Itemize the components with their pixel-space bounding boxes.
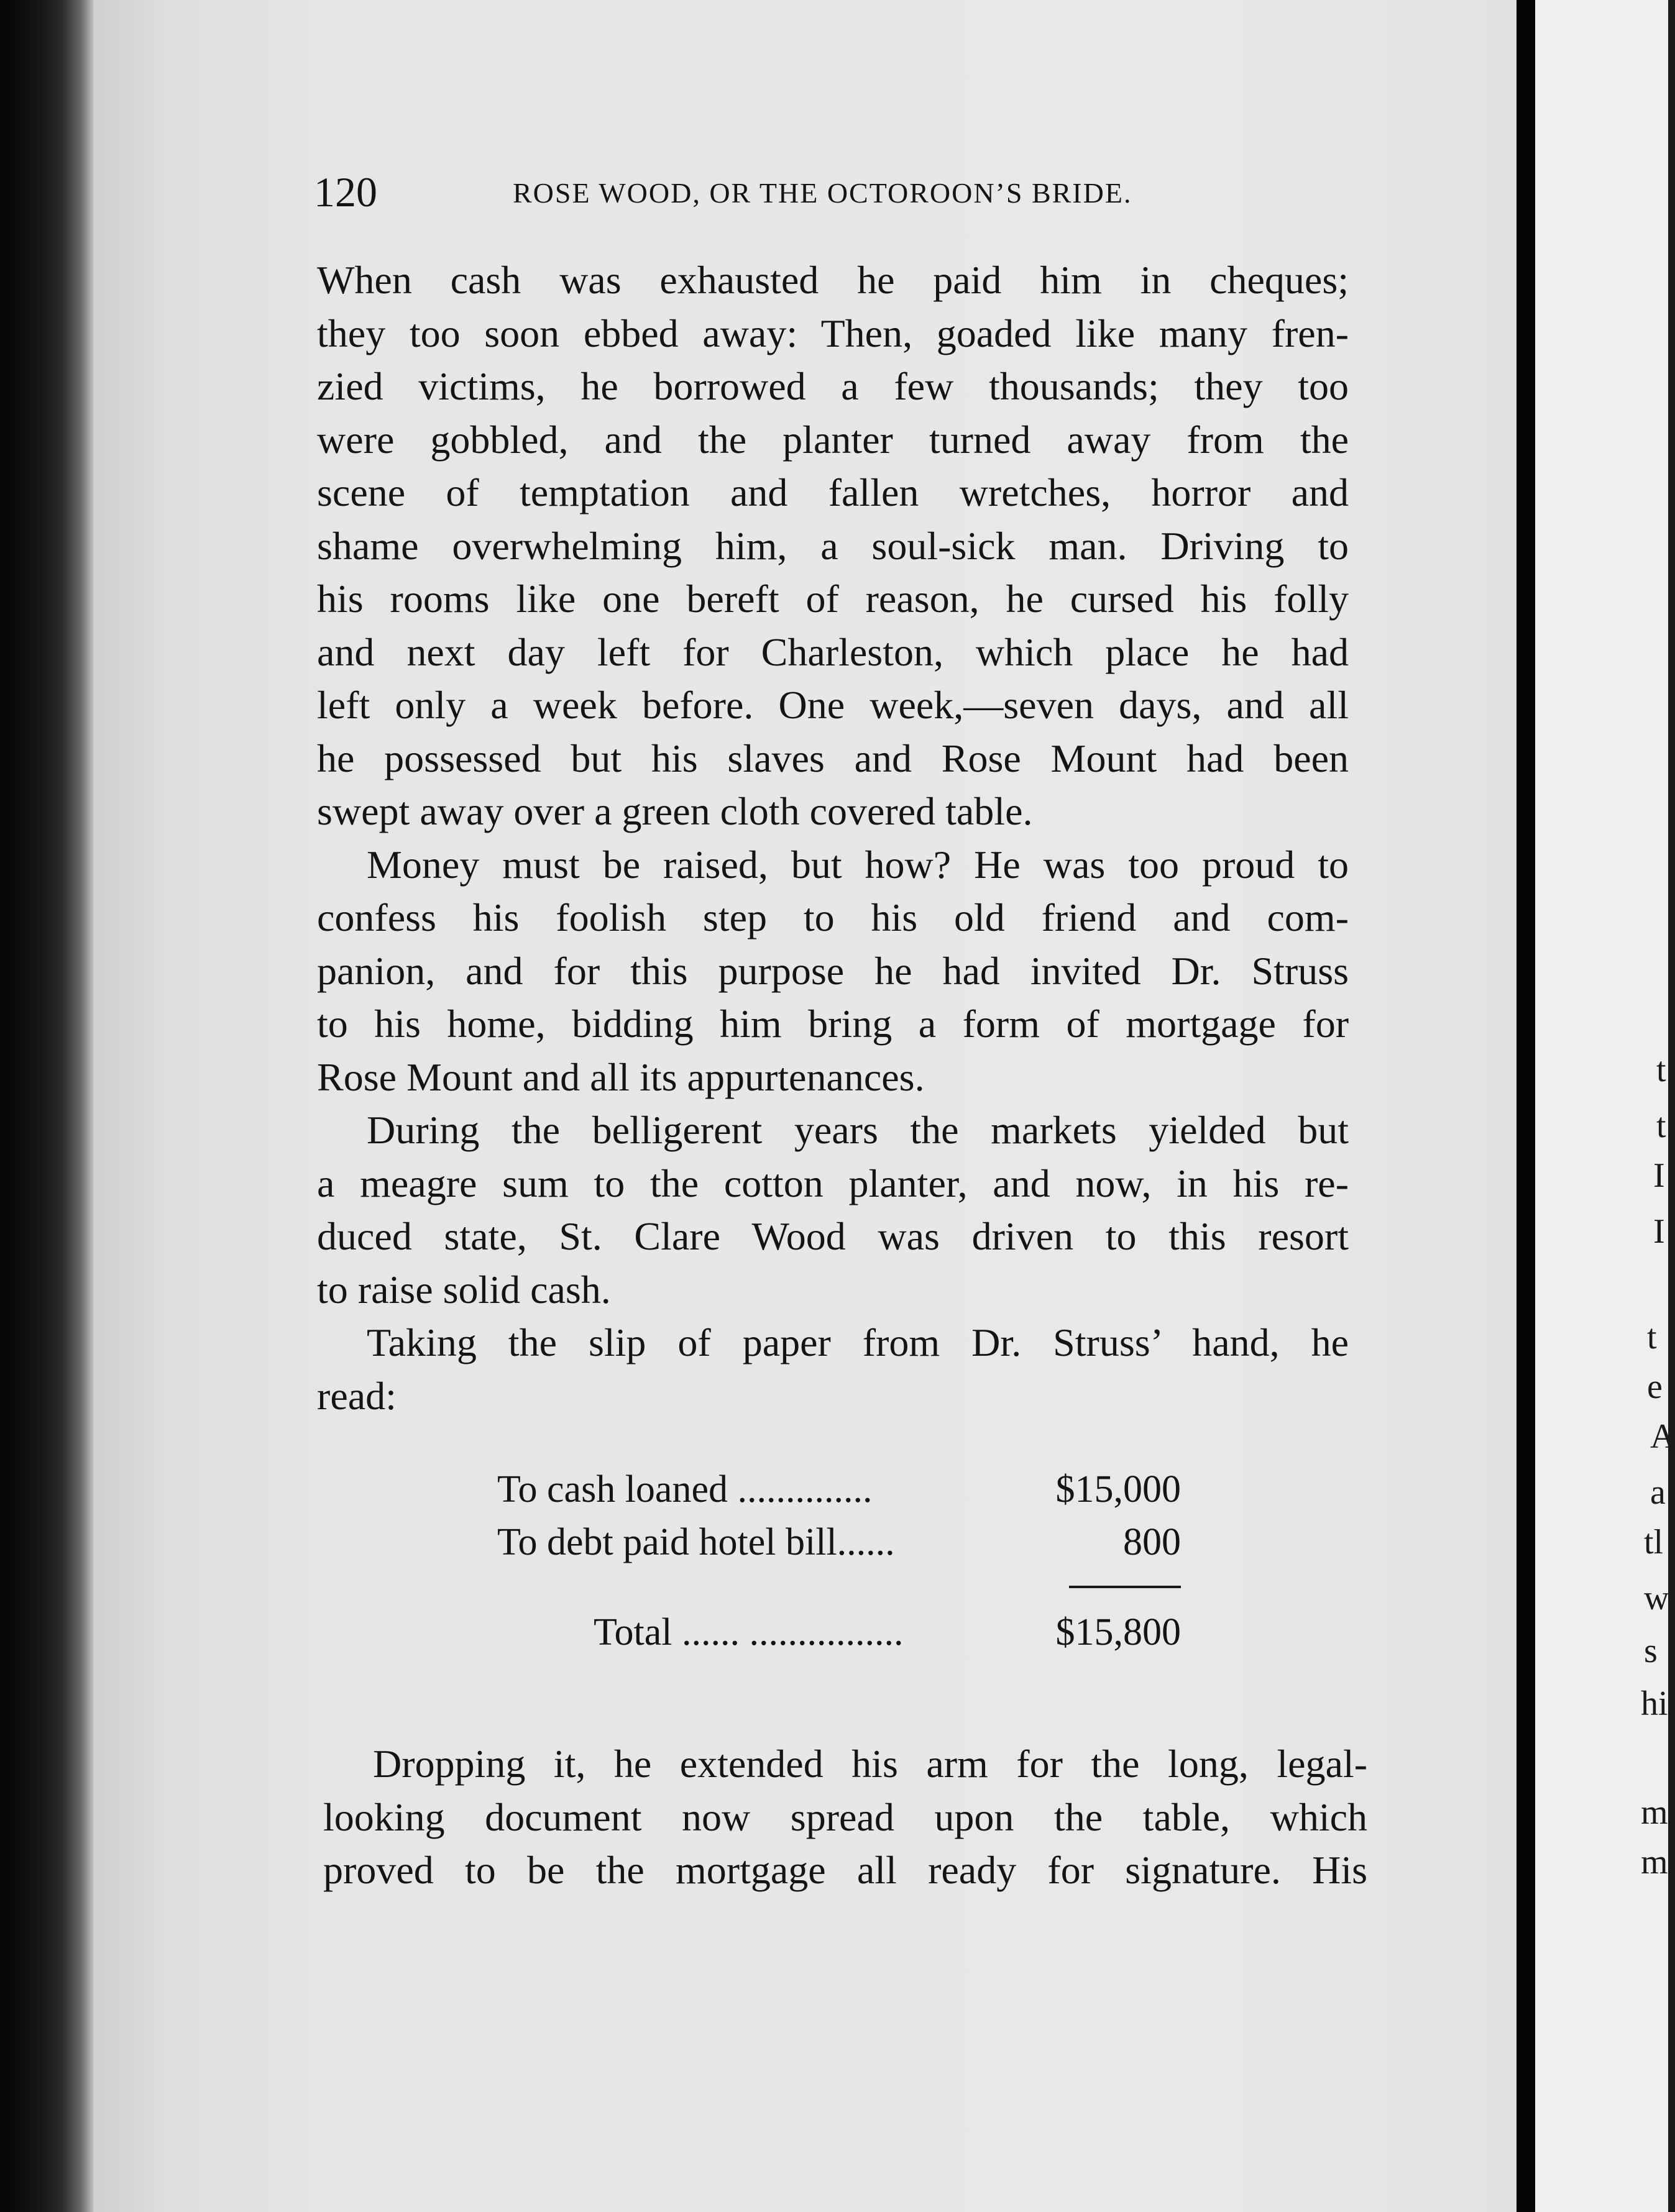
text-line: his rooms like one bereft of reason, he cursed his folly: [317, 577, 1349, 621]
facing-fragment: tl: [1644, 1523, 1664, 1561]
closing-text: [323, 1737, 1367, 1896]
account-row: [497, 1520, 1181, 1573]
text-line: left only a week before. One week,—seven days, and all: [317, 683, 1349, 727]
sum-line: [1069, 1586, 1181, 1588]
text-line: and next day left for Charleston, which place he had: [317, 629, 1349, 674]
text-line: to his home, bidding him bring a form of mortgage for: [317, 1002, 1349, 1046]
running-head: [314, 168, 1234, 217]
text-line: zied victims, he borrowed a few thousands; they too: [317, 364, 1349, 408]
facing-fragment: t: [1647, 1318, 1657, 1356]
account-item-amount: 800: [1123, 1521, 1181, 1563]
facing-fragment: hi: [1641, 1684, 1668, 1723]
text-line: proved to be the mortgage all ready for signature. His: [323, 1848, 1367, 1892]
text-line: scene of temptation and fallen wretches, horror and: [317, 470, 1349, 514]
text-line: shame overwhelming him, a soul-sick man. Driving to: [317, 523, 1349, 568]
account-row: [497, 1468, 1181, 1520]
text-line: duced state, St. Clare Wood was driven to this resort: [317, 1214, 1349, 1258]
facing-fragment: s: [1644, 1632, 1658, 1670]
account-total-row: [497, 1611, 1181, 1663]
text-line: looking document now spread upon the table, which: [323, 1794, 1367, 1839]
text-line: confess his foolish step to his old friend and com-: [317, 895, 1349, 939]
left-binding-shadow: [0, 0, 93, 2212]
body-text: [317, 254, 1349, 1422]
account-sum-rule: [497, 1573, 1181, 1611]
account-item-amount: $15,000: [1055, 1468, 1181, 1510]
text-line: to raise solid cash.: [317, 1267, 611, 1312]
text-line: During the belligerent years the markets yielded but: [367, 1108, 1349, 1152]
text-line: swept away over a green cloth covered table.: [317, 789, 1033, 833]
account-statement: [497, 1468, 1181, 1663]
facing-fragment: I: [1653, 1212, 1665, 1251]
facing-fragment: A: [1650, 1417, 1675, 1456]
text-line: they too soon ebbed away: Then, goaded like many fren-: [317, 311, 1349, 355]
text-line: Taking the slip of paper from Dr. Struss’ hand, he: [367, 1320, 1349, 1364]
facing-fragment: t: [1656, 1107, 1666, 1145]
facing-page-edge: [1535, 0, 1675, 2212]
facing-fragment: e: [1647, 1368, 1663, 1406]
text-line: panion, and for this purpose he had invited Dr. Struss: [317, 948, 1349, 993]
text-line: read:: [317, 1373, 397, 1418]
account-total-amount: $15,800: [1055, 1611, 1181, 1653]
text-line: were gobbled, and the planter turned away from the: [317, 417, 1349, 462]
facing-fragment: I: [1653, 1156, 1665, 1195]
account-item-label: To cash loaned ..............: [497, 1468, 873, 1510]
page-number: 120: [314, 168, 377, 216]
text-line: Money must be raised, but how? He was too proud to: [367, 842, 1349, 887]
account-item-label: To debt paid hotel bill......: [497, 1521, 895, 1563]
facing-fragment: w: [1644, 1579, 1669, 1617]
facing-fragment: m: [1641, 1793, 1668, 1832]
facing-fragment: a: [1650, 1473, 1666, 1512]
text-line: When cash was exhausted he paid him in cheques;: [317, 258, 1349, 302]
text-line: he possessed but his slaves and Rose Mount had been: [317, 736, 1349, 780]
account-total-label: Total ...... ................: [594, 1611, 904, 1653]
running-title: ROSE WOOD, OR THE OCTOROON’S BRIDE.: [513, 177, 1132, 209]
text-line: Dropping it, he extended his arm for the long, legal-: [373, 1742, 1367, 1786]
text-line: Rose Mount and all its appurtenances.: [317, 1054, 925, 1099]
text-line: a meagre sum to the cotton planter, and now, in his re-: [317, 1161, 1349, 1205]
center-fold-shadow: [1517, 0, 1535, 2212]
facing-fragment: m: [1641, 1843, 1668, 1881]
facing-fragment: t: [1656, 1051, 1666, 1089]
